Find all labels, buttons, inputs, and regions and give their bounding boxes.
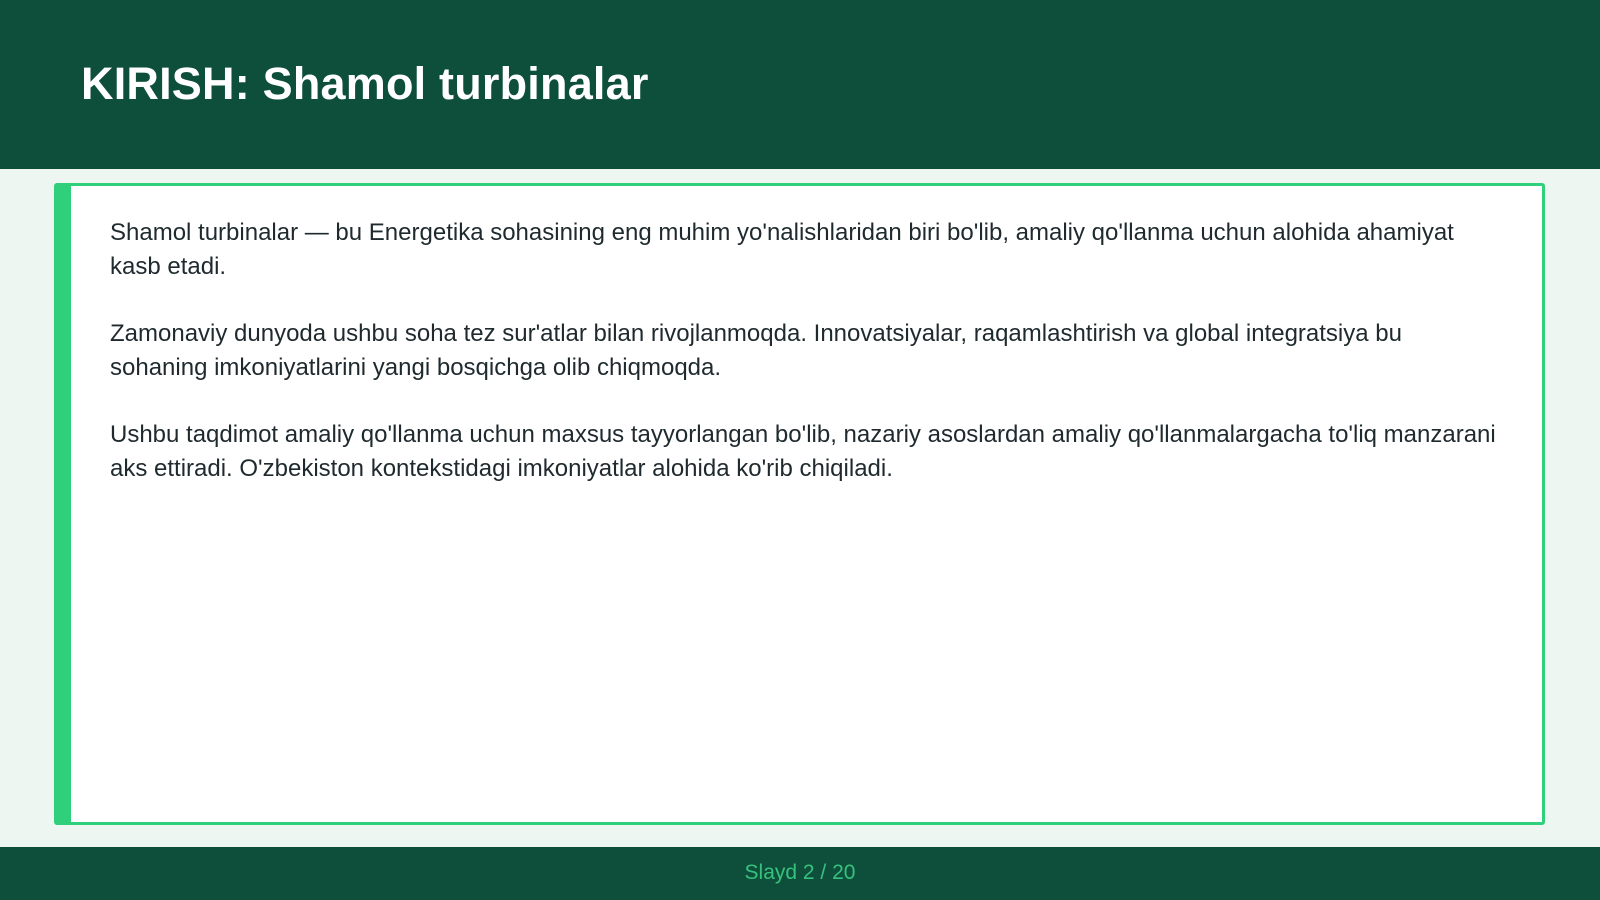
- content-card: [54, 183, 1545, 825]
- slide-counter: Slayd 2 / 20: [744, 861, 856, 884]
- slide-title: KIRISH: Shamol turbinalar: [81, 58, 649, 109]
- presentation-paragraph: Ushbu taqdimot amaliy qo'llanma uchun maxsus tayyorlangan bo'lib, nazariy asoslardan amaliy qo'llanmalargacha to'liq manzarani aks ettiradi. O'zbekiston kontekstidagi imkoniyatlar alohida ko'rib chiqiladi.: [110, 421, 1496, 482]
- content-text: [110, 216, 1500, 519]
- development-paragraph: Zamonaviy dunyoda ushbu soha tez sur'atlar bilan rivojlanmoqda. Innovatsiyalar, raqamlashtirish va global integratsiya bu sohaning imkoniyatlarini yangi bosqichga olib chiqmoqda.: [110, 320, 1402, 381]
- slide-footer: [0, 847, 1600, 900]
- intro-paragraph: Shamol turbinalar — bu Energetika sohasining eng muhim yo'nalishlaridan biri bo'lib, amaliy qo'llanma uchun alohida ahamiyat kasb etadi.: [110, 219, 1454, 280]
- slide-header: [0, 0, 1600, 169]
